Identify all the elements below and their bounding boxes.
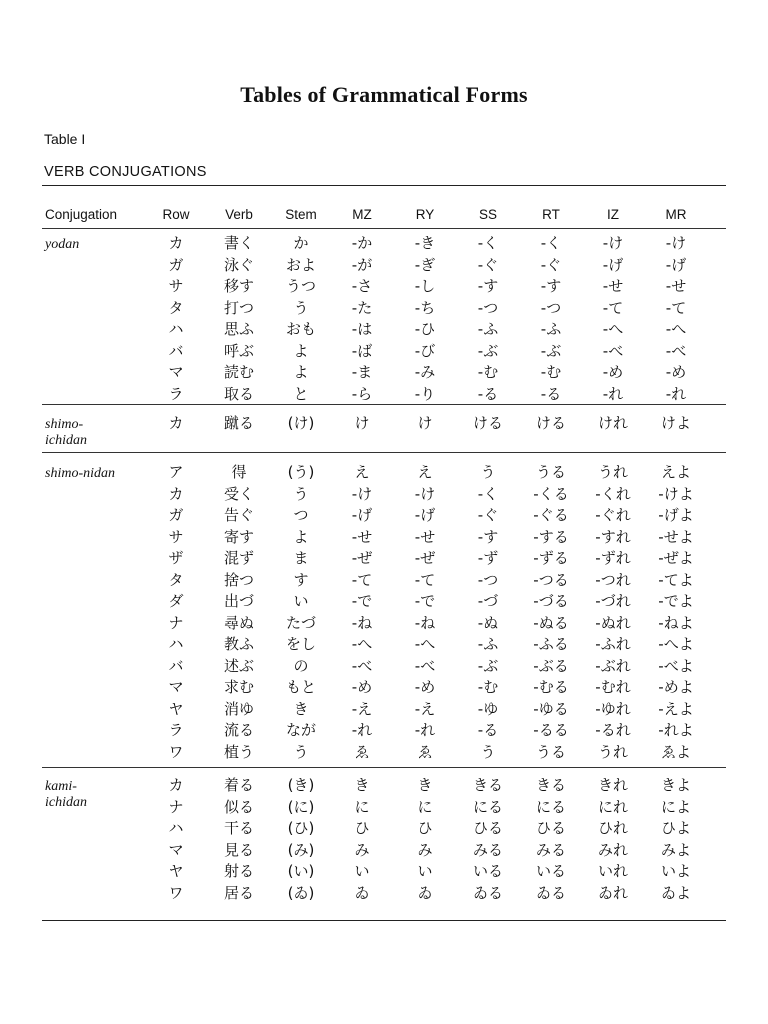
table-cell-verb: 植う (223, 742, 255, 761)
table-cell-verb: 打つ (223, 298, 255, 317)
column-header-stem: Stem (285, 207, 317, 222)
table-cell-iz: -ふれ (595, 635, 631, 653)
table-cell-rt: -つる (533, 570, 569, 589)
table-cell-iz: -け (602, 234, 624, 252)
table-cell-iz: -るれ (595, 721, 631, 739)
table-cell-mz: け (354, 414, 370, 432)
table-cell-ry: け (417, 414, 433, 432)
column-header-rt: RT (542, 207, 560, 222)
table-cell-ss: -つ (477, 298, 499, 317)
table-cell-row: ナ (168, 613, 184, 632)
table-cell-ss: -す (477, 527, 499, 546)
table-cell-stem: (ゐ) (287, 883, 315, 902)
table-cell-rt: -るる (533, 721, 569, 739)
table-cell-mz: -ば (351, 341, 373, 360)
table-cell-ry: -で (414, 592, 436, 610)
table-cell-stem: およ (285, 255, 317, 274)
table-cell-ry: -れ (414, 721, 436, 739)
column-header-row: Row (162, 207, 190, 222)
column-header-verb: Verb (225, 207, 253, 222)
table-cell-mz: -ら (351, 384, 373, 403)
table-cell-iz: -せ (602, 277, 624, 295)
table-cell-verb: 告ぐ (223, 506, 255, 524)
table-cell-row: ワ (168, 742, 184, 761)
table-cell-row: ザ (168, 549, 184, 567)
table-cell-mz: に (354, 797, 370, 816)
table-cell-verb: 蹴る (223, 414, 255, 432)
table-cell-ss: -ぶ (477, 656, 499, 675)
table-cell-rt: みる (535, 840, 567, 859)
table-cell-stem: よ (293, 341, 309, 360)
table-cell-stem: よ (293, 527, 309, 546)
table-cell-stem: き (293, 699, 309, 718)
table-cell-verb: 見る (223, 840, 255, 859)
table-cell-mz: -せ (351, 527, 373, 546)
table-cell-mr: -べ (665, 341, 687, 360)
table-cell-verb: 求む (223, 678, 255, 696)
column-header-mz: MZ (352, 207, 372, 222)
table-cell-mr: -せよ (658, 527, 694, 546)
column-header-iz: IZ (607, 207, 619, 222)
table-cell-ry: -ぎ (414, 255, 436, 274)
table-cell-verb: 混ず (223, 549, 255, 567)
table-cell-iz: -ぬれ (595, 613, 631, 632)
table-cell-mz: -え (351, 699, 373, 718)
group-divider (42, 452, 726, 453)
table-cell-mr: ゐよ (660, 883, 692, 902)
table-cell-iz: -づれ (595, 592, 631, 610)
table-cell-rt: -ふ (540, 320, 562, 338)
table-cell-verb: 出づ (223, 592, 255, 610)
table-cell-iz: きれ (597, 776, 629, 794)
table-cell-iz: にれ (597, 797, 629, 816)
table-cell-row: カ (168, 484, 184, 503)
table-cell-verb: 呼ぶ (223, 341, 255, 360)
table-cell-row: タ (168, 570, 184, 589)
table-cell-iz: -へ (602, 320, 624, 338)
table-cell-row: ハ (168, 320, 184, 338)
table-cell-stem: (う) (287, 463, 315, 481)
page-title: Tables of Grammatical Forms (240, 82, 528, 107)
table-cell-row: ダ (168, 592, 184, 610)
table-cell-mz: -め (351, 678, 373, 696)
table-cell-iz: -れ (602, 384, 624, 403)
table-cell-iz: うれ (597, 742, 629, 761)
table-cell-mr: -れよ (658, 721, 694, 739)
table-cell-ry: -し (414, 277, 436, 295)
table-cell-mz: み (354, 840, 370, 859)
section-heading: VERB CONJUGATIONS (44, 164, 207, 180)
table-cell-rt: -ふる (533, 635, 569, 653)
table-cell-ry: -へ (414, 635, 436, 653)
table-cell-ss: う (480, 742, 496, 761)
table-cell-verb: 捨つ (223, 570, 255, 589)
table-cell-mr: -けよ (658, 484, 694, 503)
table-cell-rt: ける (535, 414, 567, 432)
table-cell-row: ガ (168, 255, 184, 274)
table-cell-verb: 移す (223, 277, 255, 295)
table-cell-row: マ (168, 840, 184, 859)
table-cell-stem: たづ (285, 613, 317, 632)
table-cell-ss: にる (472, 797, 504, 816)
table-cell-row: カ (168, 414, 184, 432)
table-cell-mr: ひよ (660, 819, 692, 837)
table-cell-rt: うる (535, 742, 567, 761)
table-cell-stem: う (293, 298, 309, 317)
table-cell-mz: -べ (351, 656, 373, 675)
table-cell-rt: -ずる (533, 549, 569, 567)
table-cell-mr: きよ (660, 776, 692, 794)
table-cell-ss: -す (477, 277, 499, 295)
table-cell-row: ガ (168, 506, 184, 524)
group-divider (42, 767, 726, 768)
table-cell-mr: -せ (665, 277, 687, 295)
table-cell-ss: -く (477, 234, 499, 252)
table-cell-ry: ゑ (417, 742, 433, 761)
table-cell-iz: -め (602, 363, 624, 381)
table-cell-row: ハ (168, 819, 184, 837)
bottom-rule (42, 920, 726, 921)
table-cell-verb: 居る (223, 883, 255, 902)
table-cell-ss: -ぐ (477, 255, 499, 274)
table-cell-mz: き (354, 776, 370, 794)
table-cell-ry: き (417, 776, 433, 794)
table-cell-row: ハ (168, 635, 184, 653)
table-cell-stem: もと (285, 678, 317, 696)
table-cell-ry: み (417, 840, 433, 859)
table-cell-row: ヤ (168, 699, 184, 718)
table-cell-row: サ (168, 527, 184, 546)
table-cell-ss: -む (477, 363, 499, 381)
table-cell-ry: -べ (414, 656, 436, 675)
table-cell-verb: 教ふ (223, 635, 255, 653)
table-cell-stem: う (293, 484, 309, 503)
table-cell-ss: -む (477, 678, 499, 696)
table-cell-iz: ひれ (597, 819, 629, 837)
table-cell-ry: -け (414, 484, 436, 503)
table-cell-ry: い (417, 862, 433, 880)
table-cell-mz: -へ (351, 635, 373, 653)
table-cell-stem: の (293, 656, 309, 675)
table-cell-mr: -てよ (658, 570, 694, 589)
table-cell-mr: -へよ (658, 635, 694, 653)
conjugation-label: shimo-nidan (45, 466, 115, 481)
table-cell-stem: おも (285, 320, 317, 338)
table-cell-stem: (み) (287, 840, 315, 859)
table-cell-stem: か (293, 234, 309, 252)
table-cell-iz: -ゆれ (595, 699, 631, 718)
table-cell-row: バ (168, 341, 184, 360)
table-label: Table I (44, 131, 86, 147)
table-cell-iz: -て (602, 298, 624, 317)
table-cell-rt: -ぶ (540, 341, 562, 360)
table-cell-rt: -ぐ (540, 255, 562, 274)
table-cell-rt: -る (540, 384, 562, 403)
table-cell-ss: -つ (477, 570, 499, 589)
conjugation-label: yodan (45, 237, 80, 252)
table-cell-rt: -む (540, 363, 562, 381)
table-cell-ss: -づ (477, 592, 499, 610)
table-cell-row: サ (168, 277, 184, 295)
table-cell-rt: -す (540, 277, 562, 295)
table-cell-mr: -れ (665, 384, 687, 403)
table-cell-row: カ (168, 776, 184, 794)
table-cell-mr: みよ (660, 840, 692, 859)
table-cell-mr: -げ (665, 255, 687, 274)
table-cell-stem: と (293, 384, 309, 403)
table-cell-mz: -は (351, 320, 373, 338)
header-rule (42, 228, 726, 229)
table-cell-verb: 受く (223, 484, 255, 503)
table-cell-row: ア (168, 463, 184, 481)
table-cell-mr: -ぜよ (658, 549, 694, 567)
table-cell-mr: -め (665, 363, 687, 381)
table-cell-stem: ま (293, 549, 309, 567)
table-cell-mz: -た (351, 298, 373, 317)
table-cell-mr: えよ (660, 463, 692, 481)
table-cell-rt: うる (535, 463, 567, 481)
table-cell-iz: いれ (597, 862, 629, 880)
table-cell-ss: ひる (472, 819, 504, 837)
table-cell-verb: 思ふ (223, 320, 255, 338)
table-cell-verb: 取る (223, 384, 255, 403)
table-cell-rt: -する (533, 527, 569, 546)
table-cell-stem: す (293, 570, 309, 589)
table-cell-mr: -ねよ (658, 613, 694, 632)
table-cell-ry: -ち (414, 298, 436, 317)
table-cell-verb: 寄す (223, 527, 255, 546)
table-cell-row: ワ (168, 883, 184, 902)
table-cell-mz: え (354, 463, 370, 481)
table-cell-ss: ける (472, 414, 504, 432)
table-cell-stem: (ひ) (287, 819, 315, 837)
table-cell-ry: -り (414, 384, 436, 403)
table-cell-verb: 述ぶ (223, 656, 255, 675)
table-cell-ry: -え (414, 699, 436, 718)
table-cell-ss: -ず (477, 549, 499, 567)
table-cell-mz: ゐ (354, 883, 370, 902)
table-cell-ry: -ね (414, 613, 436, 632)
table-cell-ry: -ぜ (414, 549, 436, 567)
table-cell-iz: -すれ (595, 527, 631, 546)
table-cell-verb: 得 (231, 463, 247, 481)
conjugation-label: ichidan (45, 433, 87, 448)
column-header-ss: SS (478, 207, 498, 222)
table-cell-iz: -ぐれ (595, 506, 631, 524)
top-rule (42, 185, 726, 186)
table-cell-rt: -くる (533, 484, 569, 503)
table-cell-iz: -むれ (595, 678, 631, 696)
table-cell-row: ラ (168, 721, 184, 739)
table-cell-iz: みれ (597, 840, 629, 859)
table-cell-ry: え (417, 463, 433, 481)
table-cell-row: タ (168, 298, 184, 317)
table-cell-mr: いよ (660, 862, 692, 880)
table-cell-mr: によ (660, 797, 692, 816)
table-cell-mr: -げよ (658, 506, 694, 524)
table-cell-rt: ひる (535, 819, 567, 837)
table-cell-stem: (に) (287, 797, 315, 816)
table-cell-ry: -ひ (414, 320, 436, 338)
table-cell-verb: 尋ぬ (223, 613, 255, 632)
table-cell-ss: -ゆ (477, 699, 499, 718)
table-cell-row: バ (168, 656, 184, 675)
table-cell-mr: -でよ (658, 592, 694, 610)
table-cell-ss: -ぬ (477, 613, 499, 632)
table-cell-ry: -せ (414, 527, 436, 546)
table-cell-mr: -へ (665, 320, 687, 338)
table-cell-verb: 射る (223, 862, 255, 880)
table-cell-iz: -つれ (595, 570, 631, 589)
table-cell-ry: ゐ (417, 883, 433, 902)
table-cell-stem: (い) (287, 862, 315, 880)
table-cell-ry: -め (414, 678, 436, 696)
table-cell-row: マ (168, 363, 184, 381)
table-cell-rt: -ぐる (533, 506, 569, 524)
table-cell-stem: うつ (285, 277, 317, 295)
table-cell-verb: 泳ぐ (223, 255, 255, 274)
table-cell-stem: をし (285, 635, 317, 653)
table-cell-rt: にる (535, 797, 567, 816)
table-cell-ry: に (417, 797, 433, 816)
table-cell-ss: -ぐ (477, 506, 499, 524)
table-cell-ss: いる (472, 862, 504, 880)
table-cell-verb: 干る (223, 819, 255, 837)
table-cell-mr: -べよ (658, 656, 694, 675)
table-cell-ss: -く (477, 484, 499, 503)
table-cell-stem: (き) (287, 776, 315, 794)
table-cell-mz: -で (351, 592, 373, 610)
table-cell-ry: -み (414, 363, 436, 381)
table-cell-stem: つ (293, 506, 309, 524)
table-cell-iz: けれ (597, 414, 629, 432)
conjugation-label: kami- (45, 779, 77, 794)
table-cell-ss: ゐる (472, 883, 504, 902)
table-cell-ry: -き (414, 234, 436, 252)
table-cell-mr: ゑよ (660, 742, 692, 761)
table-cell-ry: -げ (414, 506, 436, 524)
table-cell-iz: -げ (602, 255, 624, 274)
table-cell-rt: -く (540, 234, 562, 252)
table-cell-mz: -れ (351, 721, 373, 739)
table-cell-verb: 消ゆ (223, 699, 255, 718)
table-cell-mz: い (354, 862, 370, 880)
table-cell-mr: -えよ (658, 699, 694, 718)
table-cell-mz: -て (351, 570, 373, 589)
table-cell-verb: 似る (223, 797, 255, 816)
table-cell-rt: -むる (533, 678, 569, 696)
column-header-mr: MR (665, 207, 687, 222)
table-cell-mr: -け (665, 234, 687, 252)
table-cell-ry: ひ (417, 819, 433, 837)
table-cell-iz: -くれ (595, 484, 631, 503)
table-cell-rt: -づる (533, 592, 569, 610)
table-cell-ss: きる (472, 776, 504, 794)
table-cell-row: ラ (168, 384, 184, 403)
table-cell-stem: い (293, 592, 309, 610)
table-cell-row: カ (168, 234, 184, 252)
table-cell-mz: -ね (351, 613, 373, 632)
table-cell-verb: 着る (223, 776, 255, 794)
table-cell-ss: -ふ (477, 635, 499, 653)
table-cell-row: マ (168, 678, 184, 696)
table-cell-rt: いる (535, 862, 567, 880)
table-cell-mr: -めよ (658, 678, 694, 696)
table-cell-ss: みる (472, 840, 504, 859)
table-cell-mz: -さ (351, 277, 373, 295)
table-cell-mz: -げ (351, 506, 373, 524)
table-cell-ss: う (480, 463, 496, 481)
table-cell-rt: -つ (540, 298, 562, 317)
conjugation-label: ichidan (45, 795, 87, 810)
table-cell-stem: (け) (287, 414, 315, 432)
table-cell-iz: ゐれ (597, 883, 629, 902)
table-cell-iz: -ぶれ (595, 656, 631, 675)
table-cell-ry: -て (414, 570, 436, 589)
table-cell-iz: うれ (597, 463, 629, 481)
column-header-ry: RY (415, 207, 435, 222)
table-cell-iz: -ずれ (595, 549, 631, 567)
table-cell-mz: -け (351, 484, 373, 503)
table-cell-mr: -て (665, 298, 687, 317)
table-cell-ss: -る (477, 384, 499, 403)
table-cell-mz: -が (351, 255, 373, 274)
table-cell-mz: -ま (351, 363, 373, 381)
table-cell-rt: きる (535, 776, 567, 794)
table-cell-rt: -ぶる (533, 656, 569, 675)
table-cell-verb: 流る (223, 721, 255, 739)
table-cell-ry: -び (414, 341, 436, 360)
table-cell-stem: う (293, 742, 309, 761)
conjugation-label: shimo- (45, 417, 84, 432)
table-cell-row: ナ (168, 797, 184, 816)
table-cell-ss: -ぶ (477, 341, 499, 360)
table-cell-ss: -る (477, 721, 499, 739)
group-divider (42, 404, 726, 405)
table-cell-verb: 書く (223, 234, 255, 252)
table-cell-row: ヤ (168, 862, 184, 880)
table-cell-iz: -べ (602, 341, 624, 360)
table-cell-mz: ゑ (354, 742, 370, 761)
table-cell-stem: よ (293, 363, 309, 381)
table-cell-mz: -ぜ (351, 549, 373, 567)
table-cell-mz: -か (351, 234, 373, 252)
table-cell-rt: -ゆる (533, 699, 569, 718)
table-cell-rt: -ぬる (533, 613, 569, 632)
table-cell-mz: ひ (354, 819, 370, 837)
table-cell-ss: -ふ (477, 320, 499, 338)
table-cell-stem: なが (285, 721, 317, 739)
table-cell-verb: 読む (223, 363, 255, 381)
table-cell-mr: けよ (660, 414, 692, 432)
table-cell-rt: ゐる (535, 883, 567, 902)
column-header-conjugation: Conjugation (45, 207, 118, 222)
